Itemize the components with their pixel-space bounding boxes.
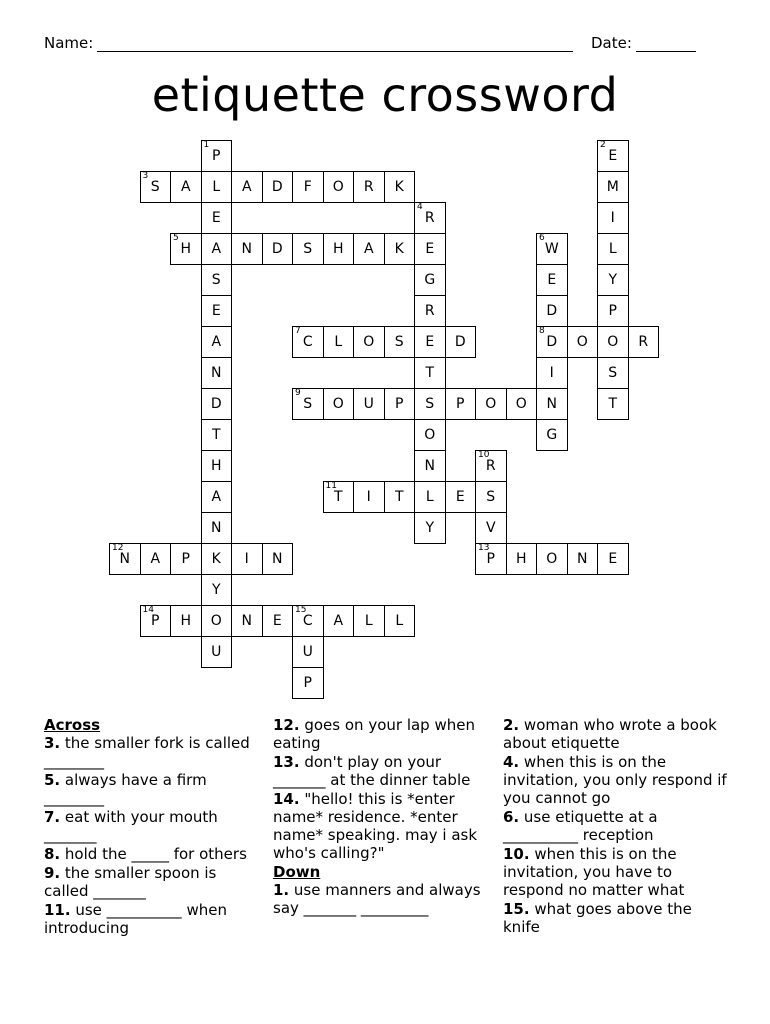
- cell-letter: I: [366, 489, 371, 505]
- clue-number: 10: [478, 450, 490, 460]
- cell-letter: T: [608, 396, 618, 412]
- grid-cell[interactable]: [231, 233, 263, 265]
- cell-letter: N: [546, 396, 557, 412]
- grid-cell[interactable]: [475, 450, 507, 482]
- clue-number: 2: [600, 140, 606, 150]
- grid-cell[interactable]: [414, 419, 446, 451]
- cell-letter: N: [211, 365, 222, 381]
- cell-letter: S: [394, 334, 404, 350]
- clue-down-4: 4. when this is on the invitation, you only respond if you cannot go: [503, 753, 727, 807]
- cell-letter: Y: [608, 272, 618, 288]
- cell-letter: O: [515, 396, 527, 412]
- cell-letter: I: [549, 365, 554, 381]
- grid-cell[interactable]: [536, 295, 568, 327]
- cell-letter: T: [333, 489, 343, 505]
- cell-letter: Y: [425, 520, 435, 536]
- cell-letter: D: [546, 334, 558, 350]
- grid-cell[interactable]: [353, 388, 385, 420]
- grid-cell[interactable]: [414, 357, 446, 389]
- cell-letter: O: [607, 334, 619, 350]
- cell-letter: E: [425, 334, 435, 350]
- cell-letter: H: [180, 241, 192, 257]
- grid-cell[interactable]: [628, 326, 660, 358]
- cell-letter: O: [424, 427, 436, 443]
- cell-letter: G: [424, 272, 436, 288]
- clue-across-7: 7. eat with your mouth _______: [44, 808, 218, 844]
- grid-cell[interactable]: [384, 326, 416, 358]
- grid-cell[interactable]: [536, 543, 568, 575]
- grid-cell[interactable]: [597, 264, 629, 296]
- clues-column-3: [503, 716, 728, 937]
- cell-letter: A: [363, 241, 374, 257]
- cell-letter: R: [363, 179, 374, 195]
- grid-cell[interactable]: [353, 233, 385, 265]
- date-label: Date:: [591, 34, 632, 52]
- grid-cell[interactable]: [567, 543, 599, 575]
- cell-letter: L: [608, 241, 617, 257]
- grid-cell[interactable]: [170, 543, 202, 575]
- cell-letter: O: [332, 179, 344, 195]
- across-heading: Across: [44, 716, 101, 734]
- cell-letter: A: [180, 179, 191, 195]
- cell-letter: E: [211, 303, 221, 319]
- clue-across-13: 13. don't play on your _______ at the dinner table: [273, 753, 471, 789]
- clue-across-8: 8. hold the _____ for others: [44, 845, 247, 863]
- grid-cell[interactable]: [597, 233, 629, 265]
- grid-cell[interactable]: [262, 605, 294, 637]
- cell-letter: N: [424, 458, 435, 474]
- grid-cell[interactable]: [262, 171, 294, 203]
- cell-letter: O: [546, 551, 558, 567]
- cell-letter: A: [333, 613, 344, 629]
- cell-letter: T: [211, 427, 221, 443]
- cell-letter: Y: [211, 582, 221, 598]
- cell-letter: P: [212, 148, 221, 164]
- grid-cell[interactable]: [262, 543, 294, 575]
- cell-letter: P: [456, 396, 465, 412]
- grid-cell[interactable]: [536, 388, 568, 420]
- cell-letter: S: [211, 272, 221, 288]
- cell-letter: E: [547, 272, 557, 288]
- grid-cell[interactable]: [201, 233, 233, 265]
- grid-cell[interactable]: [201, 140, 233, 172]
- grid-cell[interactable]: [506, 388, 538, 420]
- grid-cell[interactable]: [292, 636, 324, 668]
- grid-cell[interactable]: [597, 543, 629, 575]
- grid-cell[interactable]: [384, 171, 416, 203]
- cell-letter: P: [303, 675, 312, 691]
- clue-number: 8: [539, 326, 545, 336]
- clue-number: 14: [142, 605, 154, 615]
- grid-cell[interactable]: [201, 543, 233, 575]
- cell-letter: K: [394, 179, 404, 195]
- grid-cell[interactable]: [597, 388, 629, 420]
- grid-cell[interactable]: [445, 388, 477, 420]
- grid-cell[interactable]: [353, 326, 385, 358]
- cell-letter: D: [210, 396, 222, 412]
- clue-number: 15: [295, 605, 307, 615]
- grid-cell[interactable]: [231, 171, 263, 203]
- grid-cell[interactable]: [140, 605, 172, 637]
- clue-down-15: 15. what goes above the knife: [503, 900, 692, 936]
- grid-cell[interactable]: [292, 233, 324, 265]
- grid-cell[interactable]: [414, 512, 446, 544]
- grid-cell[interactable]: [475, 388, 507, 420]
- clue-number: 9: [295, 388, 301, 398]
- cell-letter: G: [546, 427, 558, 443]
- cell-letter: E: [455, 489, 465, 505]
- grid-cell[interactable]: [201, 419, 233, 451]
- cell-letter: H: [180, 613, 192, 629]
- down-heading: Down: [273, 863, 321, 881]
- grid-cell[interactable]: [323, 605, 355, 637]
- cell-letter: L: [395, 613, 404, 629]
- grid-cell[interactable]: [384, 481, 416, 513]
- cell-letter: I: [610, 210, 615, 226]
- cell-letter: N: [211, 520, 222, 536]
- grid-cell[interactable]: [201, 295, 233, 327]
- clue-number: 11: [325, 481, 337, 491]
- cell-letter: A: [211, 241, 222, 257]
- grid-cell[interactable]: [201, 636, 233, 668]
- clue-number: 5: [173, 233, 179, 243]
- cell-letter: U: [302, 644, 313, 660]
- cell-letter: T: [425, 365, 435, 381]
- grid-cell[interactable]: [201, 357, 233, 389]
- grid-cell[interactable]: [506, 543, 538, 575]
- cell-letter: S: [150, 179, 160, 195]
- cell-letter: A: [150, 551, 161, 567]
- grid-cell[interactable]: [201, 574, 233, 606]
- grid-cell[interactable]: [384, 233, 416, 265]
- grid-cell[interactable]: [536, 357, 568, 389]
- grid-cell[interactable]: [414, 326, 446, 358]
- cell-letter: O: [332, 396, 344, 412]
- cell-letter: A: [211, 489, 222, 505]
- cell-letter: O: [485, 396, 497, 412]
- grid-cell[interactable]: [262, 233, 294, 265]
- clues-column-1: [44, 716, 259, 938]
- cell-letter: H: [332, 241, 344, 257]
- grid-cell[interactable]: [231, 543, 263, 575]
- clue-number: 3: [142, 171, 149, 181]
- cell-letter: W: [544, 241, 559, 257]
- grid-cell[interactable]: [292, 171, 324, 203]
- clue-number: 12: [112, 543, 124, 553]
- grid-cell[interactable]: [323, 326, 355, 358]
- grid-cell[interactable]: [170, 171, 202, 203]
- grid-cell[interactable]: [414, 233, 446, 265]
- grid-cell[interactable]: [536, 419, 568, 451]
- cell-letter: N: [241, 241, 252, 257]
- grid-cell[interactable]: [445, 326, 477, 358]
- grid-cell[interactable]: [353, 171, 385, 203]
- grid-cell[interactable]: [384, 388, 416, 420]
- grid-cell[interactable]: [292, 667, 324, 699]
- cell-letter: I: [244, 551, 249, 567]
- grid-cell[interactable]: [201, 605, 233, 637]
- grid-cell[interactable]: [597, 140, 629, 172]
- grid-cell[interactable]: [414, 481, 446, 513]
- grid-cell[interactable]: [201, 481, 233, 513]
- grid-cell[interactable]: [536, 326, 568, 358]
- cell-letter: N: [241, 613, 252, 629]
- grid-cell[interactable]: [384, 605, 416, 637]
- grid-cell[interactable]: [445, 481, 477, 513]
- cell-letter: D: [546, 303, 558, 319]
- grid-cell[interactable]: [201, 171, 233, 203]
- cell-letter: H: [210, 458, 222, 474]
- cell-letter: P: [181, 551, 190, 567]
- cell-letter: R: [424, 303, 435, 319]
- grid-cell[interactable]: [597, 202, 629, 234]
- page-title: etiquette crossword: [151, 68, 619, 122]
- cell-letter: K: [394, 241, 404, 257]
- cell-letter: L: [364, 613, 373, 629]
- cell-letter: S: [608, 365, 618, 381]
- cell-letter: N: [119, 551, 130, 567]
- clue-across-9: 9. the smaller spoon is called _______: [44, 864, 217, 900]
- grid-cell[interactable]: [536, 264, 568, 296]
- cell-letter: N: [577, 551, 588, 567]
- clue-down-10: 10. when this is on the invitation, you have to respond no matter what: [503, 845, 685, 899]
- grid-cell[interactable]: [140, 543, 172, 575]
- cell-letter: O: [210, 613, 222, 629]
- grid-cell[interactable]: [597, 326, 629, 358]
- grid-cell[interactable]: [567, 326, 599, 358]
- clue-down-1: 1. use manners and always say _______ _________: [273, 881, 481, 917]
- cell-letter: C: [302, 613, 313, 629]
- cell-letter: L: [212, 179, 221, 195]
- cell-letter: H: [515, 551, 527, 567]
- cell-letter: L: [425, 489, 434, 505]
- cell-letter: D: [454, 334, 466, 350]
- clue-across-14: 14. "hello! this is *enter name* residence. *enter name* speaking. may i ask who's calling?": [273, 790, 478, 862]
- cell-letter: V: [485, 520, 496, 536]
- clue-across-3: 3. the smaller fork is called ________: [44, 734, 250, 770]
- grid-cell[interactable]: [597, 357, 629, 389]
- cell-letter: A: [211, 334, 222, 350]
- cell-letter: S: [486, 489, 496, 505]
- cell-letter: R: [424, 210, 435, 226]
- clue-number: 4: [417, 202, 423, 212]
- grid-cell[interactable]: [475, 512, 507, 544]
- clues-column-2: [273, 716, 498, 918]
- cell-letter: E: [425, 241, 435, 257]
- cell-letter: P: [395, 396, 404, 412]
- cell-letter: L: [334, 334, 343, 350]
- cell-letter: S: [303, 396, 313, 412]
- cell-letter: C: [302, 334, 313, 350]
- grid-cell[interactable]: [597, 171, 629, 203]
- cell-letter: S: [425, 396, 435, 412]
- grid-cell[interactable]: [475, 481, 507, 513]
- cell-letter: E: [608, 148, 618, 164]
- cell-letter: P: [608, 303, 617, 319]
- clue-number: 1: [203, 140, 210, 150]
- grid-cell[interactable]: [323, 481, 355, 513]
- grid-cell[interactable]: [353, 481, 385, 513]
- grid-cell[interactable]: [201, 388, 233, 420]
- grid-cell[interactable]: [414, 202, 446, 234]
- cell-letter: D: [271, 241, 283, 257]
- clue-number: 13: [478, 543, 490, 553]
- cell-letter: D: [271, 179, 283, 195]
- grid-cell[interactable]: [414, 264, 446, 296]
- cell-letter: N: [272, 551, 283, 567]
- cell-letter: P: [486, 551, 495, 567]
- cell-letter: R: [638, 334, 649, 350]
- cell-letter: O: [363, 334, 375, 350]
- grid-cell[interactable]: [536, 233, 568, 265]
- grid-cell[interactable]: [292, 326, 324, 358]
- grid-cell[interactable]: [292, 388, 324, 420]
- cell-letter: E: [608, 551, 618, 567]
- grid-cell[interactable]: [414, 450, 446, 482]
- grid-cell[interactable]: [140, 171, 172, 203]
- grid-cell[interactable]: [323, 233, 355, 265]
- clue-across-12: 12. goes on your lap when eating: [273, 716, 475, 752]
- clue-across-5: 5. always have a firm ________: [44, 771, 207, 807]
- cell-letter: M: [606, 179, 619, 195]
- cell-letter: U: [211, 644, 222, 660]
- clue-down-2: 2. woman who wrote a book about etiquette: [503, 716, 717, 752]
- grid-cell[interactable]: [109, 543, 141, 575]
- cell-letter: R: [485, 458, 496, 474]
- grid-cell[interactable]: [201, 512, 233, 544]
- cell-letter: E: [211, 210, 221, 226]
- cell-letter: T: [394, 489, 404, 505]
- cell-letter: E: [272, 613, 282, 629]
- grid-cell[interactable]: [475, 543, 507, 575]
- grid-cell[interactable]: [201, 202, 233, 234]
- grid-cell[interactable]: [201, 326, 233, 358]
- cell-letter: K: [211, 551, 221, 567]
- clue-across-11: 11. use __________ when introducing: [44, 901, 227, 937]
- grid-cell[interactable]: [597, 295, 629, 327]
- grid-cell[interactable]: [170, 233, 202, 265]
- grid-cell[interactable]: [414, 388, 446, 420]
- grid-cell[interactable]: [201, 450, 233, 482]
- grid-cell[interactable]: [231, 605, 263, 637]
- grid-cell[interactable]: [353, 605, 385, 637]
- grid-cell[interactable]: [170, 605, 202, 637]
- cell-letter: F: [303, 179, 312, 195]
- grid-cell[interactable]: [323, 388, 355, 420]
- grid-cell[interactable]: [201, 264, 233, 296]
- cell-letter: U: [363, 396, 374, 412]
- clue-number: 7: [295, 326, 301, 336]
- grid-cell[interactable]: [292, 605, 324, 637]
- cell-letter: P: [151, 613, 160, 629]
- clue-down-6: 6. use etiquette at a __________ reception: [503, 808, 658, 844]
- cell-letter: A: [241, 179, 252, 195]
- grid-cell[interactable]: [414, 295, 446, 327]
- cell-letter: S: [303, 241, 313, 257]
- grid-cell[interactable]: [323, 171, 355, 203]
- cell-letter: O: [576, 334, 588, 350]
- clue-number: 6: [539, 233, 545, 243]
- name-label: Name:: [44, 34, 94, 52]
